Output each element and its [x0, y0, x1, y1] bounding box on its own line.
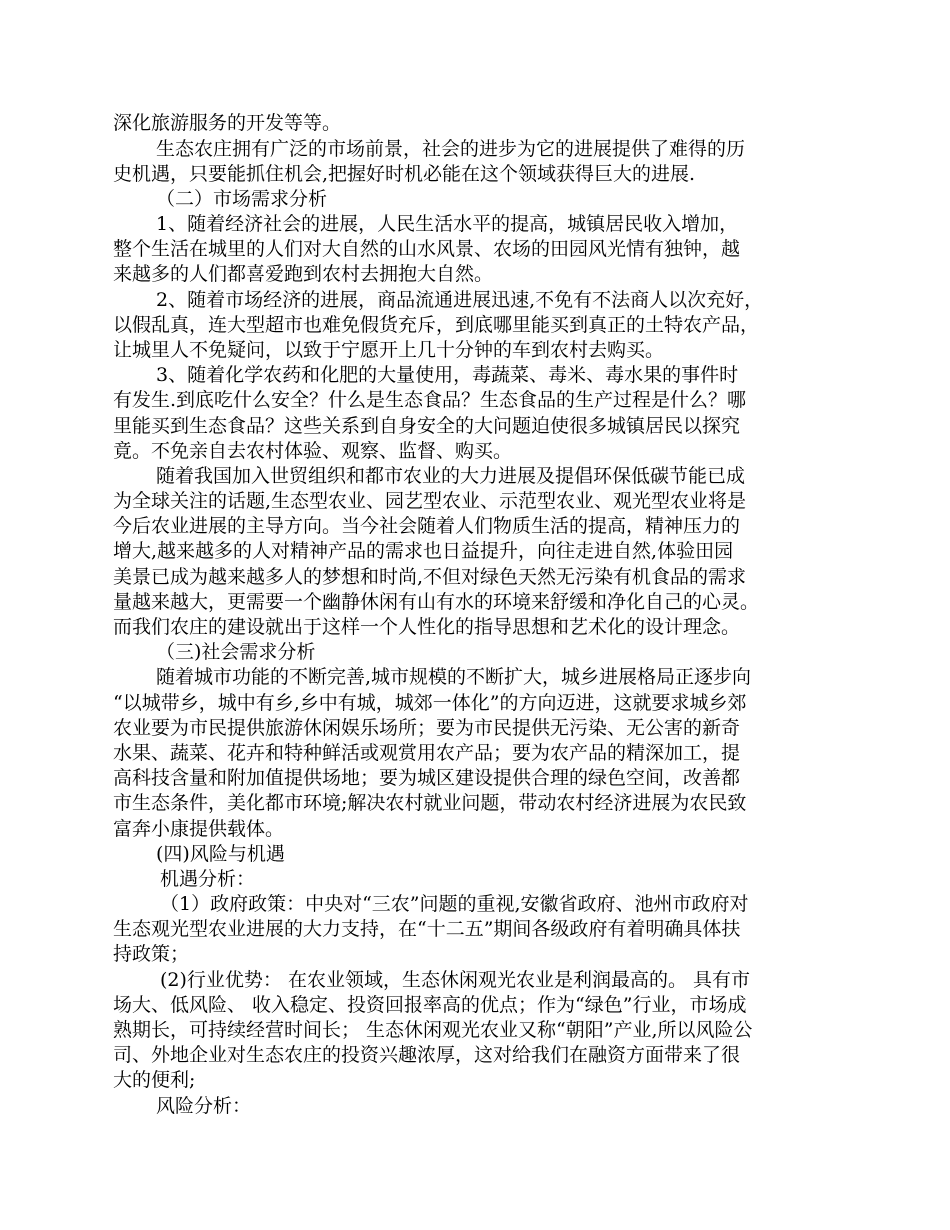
text-line: (2)行业优势： 在农业领域，生态休闲观光农业是利润最高的。 具有市	[160, 969, 750, 991]
text-line: 深化旅游服务的开发等等。	[113, 112, 342, 134]
subheading: 机遇分析：	[160, 868, 256, 890]
text-line: 整个生活在城里的人们对大自然的山水风景、农场的田园风光情有独钟，越	[113, 238, 741, 260]
text-line: 随着城市功能的不断完善,城市规模的不断扩大，城乡进展格局正逐步向	[156, 666, 752, 688]
text-line: 3、随着化学农药和化肥的大量使用，毒蔬菜、毒米、毒水果的事件时	[156, 364, 739, 386]
text-line: 来越多的人们都喜爱跑到农村去拥抱大自然。	[113, 263, 494, 285]
section-heading: (四)风险与机遇	[156, 843, 285, 865]
text-line: 场大、低风险、 收入稳定、投资回报率高的优点；作为“绿色”行业，市场成	[113, 994, 747, 1016]
text-line: 竟。不免亲自去农村体验、观察、监督、购买。	[113, 440, 513, 462]
text-line: （1）政府政策：中央对“三农”问题的重视,安徽省政府、池州市政府对	[160, 893, 749, 915]
text-line: 以假乱真，连大型超市也难免假货充斥，到底哪里能买到真正的土特农产品，	[113, 314, 760, 336]
text-line: 有发生.到底吃什么安全？什么是生态食品？生态食品的生产过程是什么？哪	[113, 389, 747, 411]
text-line: 水果、蔬菜、花卉和特种鲜活或观赏用农产品；要为农产品的精深加工，提	[113, 742, 741, 764]
text-line: 今后农业进展的主导方向。当今社会随着人们物质生活的提高，精神压力的	[113, 515, 741, 537]
text-line: 农业要为市民提供旅游休闲娱乐场所；要为市民提供无污染、无公害的新奇	[113, 717, 741, 739]
text-line: 持政策；	[113, 943, 190, 965]
text-line: “以城带乡，城中有乡,乡中有城，城郊一体化”的方向迈进，这就要求城乡郊	[113, 692, 747, 714]
text-line: 让城里人不免疑问，以致于宁愿开上几十分钟的车到农村去购买。	[113, 339, 665, 361]
text-line: 富奔小康提供载体。	[113, 818, 285, 840]
text-line: 2、随着市场经济的进展，商品流通进展迅速,不免有不法商人以次充好，	[156, 289, 764, 311]
text-line: 熟期长，可持续经营时间长； 生态休闲观光农业又称“朝阳”产业,所以风险公	[113, 1019, 753, 1041]
text-line: 司、外地企业对生态农庄的投资兴趣浓厚，这对给我们在融资方面带来了很	[113, 1044, 741, 1066]
text-line: 市生态条件，美化都市环境;解决农村就业问题，带动农村经济进展为农民致	[113, 792, 747, 814]
text-line: 量越来越大，更需要一个幽静休闲有山有水的环境来舒缓和净化自己的心灵。	[113, 591, 760, 613]
text-line: 为全球关注的话题,生态型农业、园艺型农业、示范型农业、观光型农业将是	[113, 490, 747, 512]
text-line: 随着我国加入世贸组织和都市农业的大力进展及提倡环保低碳节能已成	[156, 465, 746, 487]
text-line: 生态农庄拥有广泛的市场前景，社会的进步为它的进展提供了难得的历	[156, 138, 746, 160]
text-line: 生态观光型农业进展的大力支持，在“十二五”期间各级政府有着明确具体扶	[113, 918, 741, 940]
text-line: 高科技含量和附加值提供场地；要为城区建设提供合理的绿色空间，改善都	[113, 767, 741, 789]
text-line: 而我们农庄的建设就出于这样一个人性化的指导思想和艺术化的设计理念。	[113, 616, 741, 638]
subheading: 风险分析：	[156, 1095, 252, 1117]
section-heading: （二）市场需求分析	[156, 188, 328, 210]
text-line: 1、随着经济社会的进展，人民生活水平的提高，城镇居民收入增加，	[156, 213, 739, 235]
text-line: 美景已成为越来越多人的梦想和时尚,不但对绿色天然无污染有机食品的需求	[113, 566, 747, 588]
text-line: 大的便利;	[113, 1069, 196, 1091]
text-line: 史机遇，只要能抓住机会,把握好时机必能在这个领域获得巨大的进展.	[113, 163, 696, 185]
text-line: 增大,越来越多的人对精神产品的需求也日益提升，向往走进自然,体验田园	[113, 540, 734, 562]
section-heading: （三)社会需求分析	[156, 641, 316, 663]
text-line: 里能买到生态食品？这些关系到自身安全的大问题迫使很多城镇居民以探究	[113, 415, 741, 437]
